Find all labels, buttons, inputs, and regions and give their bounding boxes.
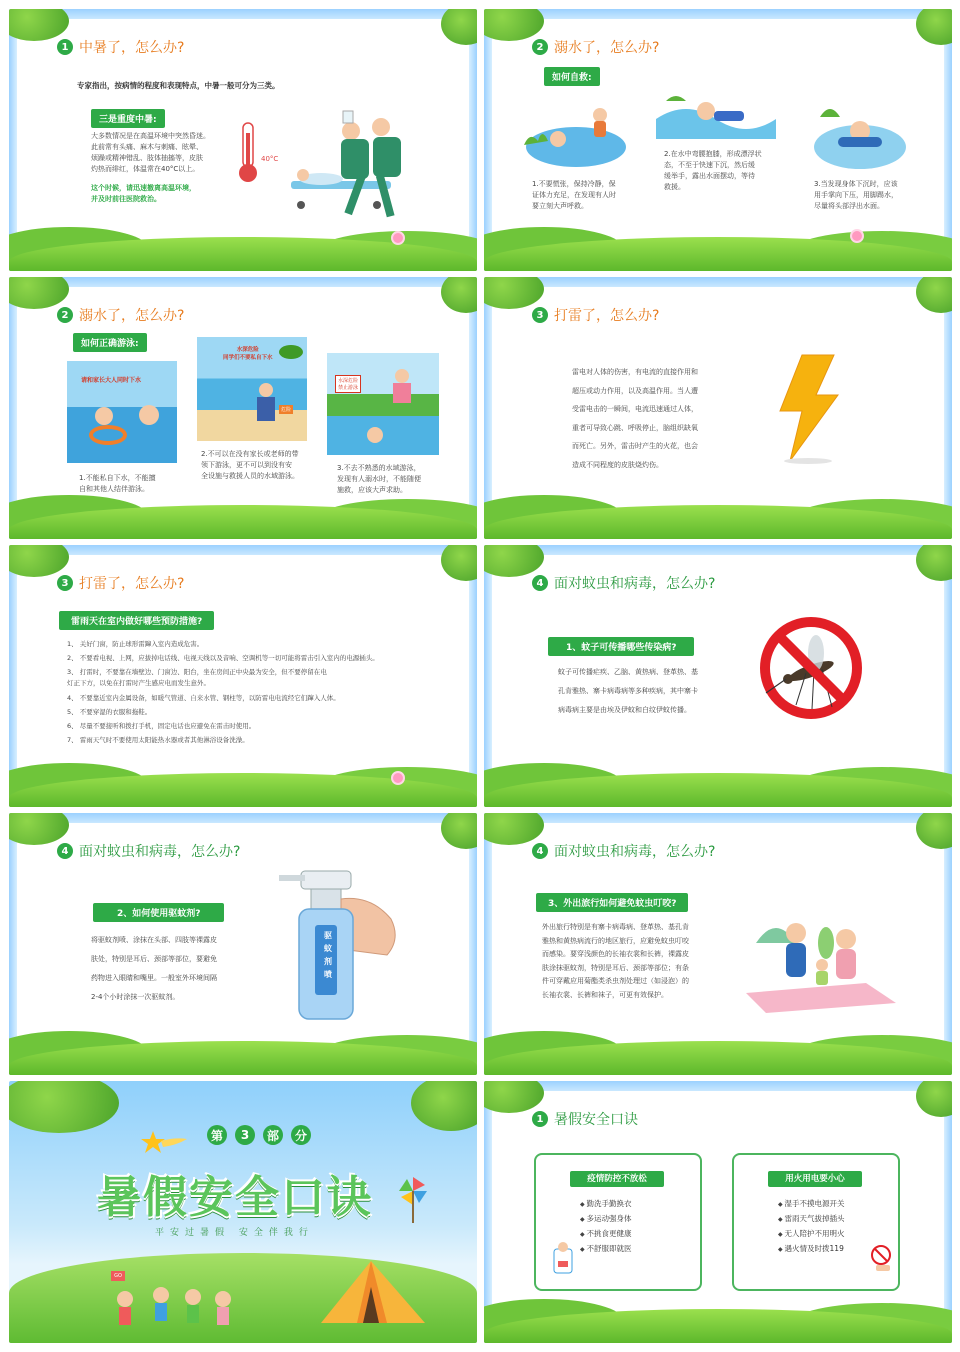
frame-right [469, 813, 477, 1075]
body-line: 受雷电击的一瞬间，电流迅速通过人体， [572, 405, 698, 413]
body-line: 超压或动力作用，以及高温作用。当人遭 [572, 386, 698, 395]
spray-bottle-icon [271, 865, 401, 1025]
child-in-water-illustration [524, 97, 630, 171]
item-text: 5、 不要穿湿的衣服和拖鞋。 [67, 708, 152, 716]
slide-header [57, 841, 240, 861]
desc-line: 大多数情况是在高温环境中突然昏迷。 [91, 132, 210, 140]
tip-line: 2.在水中弯腰抱膝，形成漂浮状 [664, 150, 762, 158]
tip-line: 领下游泳，更不可以到没有安 [201, 461, 292, 469]
tip-line: 1.不要慌张，保持冷静，保 [532, 180, 616, 188]
tip-1 [532, 179, 642, 212]
item-text: 6、 尽量不要接听和拨打手机，固定电话也应避免在雷击时使用。 [67, 722, 256, 730]
sky-frame [484, 1081, 952, 1091]
tip-line: 3.当发现身体下沉时，应该 [814, 180, 898, 188]
slide-header [532, 305, 659, 325]
flower-decoration [391, 771, 405, 785]
item-text: 1、 关好门窗，防止球形雷蹿入室内造成危害。 [67, 640, 204, 648]
part-char: 3 [235, 1125, 255, 1145]
slide-title: 打雷了，怎么办? [554, 308, 660, 324]
child-figure [95, 407, 113, 425]
list-item [67, 733, 447, 747]
child-figure [395, 369, 409, 383]
body-line: 雷电对人体的伤害，有电流的直接作用和 [572, 368, 698, 376]
section-number-badge: 2 [532, 39, 548, 55]
tree-decoration [916, 277, 952, 313]
flag-icon: GO [111, 1271, 125, 1281]
slide-header [57, 37, 184, 57]
section-tag: 如何自救: [544, 67, 600, 86]
cover-subtitle: 平安过暑假 安全伴我行 [155, 1228, 314, 1238]
part-char: 部 [263, 1125, 283, 1145]
section-tag: 雷雨天在室内做好哪些预防措施? [59, 611, 214, 630]
section-tag: 1、蚊子可传播哪些传染病? [548, 637, 694, 656]
tip-line: 态，不至于快速下沉，然后缓 [664, 161, 755, 169]
body-line: 肤处，特别是耳后、颈部等部位，要避免 [91, 955, 217, 963]
no-mosquito-icon [756, 613, 866, 723]
tent-illustration [321, 1257, 431, 1327]
tree-decoration [441, 813, 477, 849]
body-line: 件可穿戴应用菊酯类杀虫剂处理过（如浸泡）的 [542, 977, 689, 985]
advice-line: 并及时前往医院救治。 [91, 195, 161, 203]
slide-title: 面对蚊虫和病毒，怎么办? [554, 844, 716, 860]
sky-frame [9, 813, 477, 823]
handwash-icon [550, 1241, 576, 1275]
tree-decoration [441, 9, 477, 45]
list-item: ◆ 湿手不摸电源开关 [778, 1197, 845, 1212]
sky-frame [9, 277, 477, 287]
body-line: 外出旅行特别是有寨卡病毒病、登革热、基孔肯 [542, 923, 689, 931]
image-caption: 请和家长大人同时下水 [81, 377, 142, 384]
list-item: ◆ 遇火情及时拨119 [778, 1242, 845, 1257]
section-tag: 如何正确游泳: [73, 333, 147, 352]
part-char: 分 [291, 1125, 311, 1145]
item-text: 3、 打雷时，不要靠在墙壁边、门窗边、阳台，坐在房间正中央最为安全，但不要停留在电 [67, 668, 327, 676]
slide-header [57, 573, 184, 593]
slide-mosquito-travel[interactable] [484, 813, 952, 1075]
child-body [393, 383, 411, 403]
tip-line: 用手掌向下压，用脚踢水， [814, 191, 898, 199]
body-line: 肤涂抹驱蚊剂，特别是耳后、颈部等部位；有条 [542, 963, 689, 972]
list-item [67, 637, 447, 651]
slide-drowning-swimming[interactable] [9, 277, 477, 539]
tip-3 [337, 463, 457, 496]
tree-decoration [9, 1081, 119, 1133]
frame-right [944, 277, 952, 539]
cover-title: 暑假安全口诀 [97, 1172, 373, 1223]
swim-with-adults-image [67, 361, 177, 463]
pinwheel-icon [395, 1175, 431, 1225]
list-item: ◆ 不挑食更健康 [580, 1227, 632, 1242]
sky-frame [9, 545, 477, 555]
star-icon [139, 1129, 189, 1155]
section-number-badge: 4 [532, 843, 548, 859]
section-number-badge: 3 [57, 575, 73, 591]
caption-line: 同学们不要私自下水 [223, 355, 273, 361]
advice-text [91, 183, 241, 205]
sky-frame [484, 277, 952, 287]
flower-decoration [391, 231, 405, 245]
sky-frame [484, 9, 952, 19]
section-number-badge: 2 [57, 307, 73, 323]
tip-1 [79, 473, 189, 495]
section-tag: 三是重度中暑: [91, 109, 165, 128]
tip-line: 尽量将头部浮出水面。 [814, 202, 884, 210]
section-tag: 2、如何使用驱蚊剂? [93, 903, 224, 922]
swim-ring [89, 425, 127, 445]
part-label [207, 1125, 311, 1145]
section-number-badge: 4 [532, 575, 548, 591]
epidemic-card [534, 1153, 702, 1291]
slide-title: 面对蚊虫和病毒，怎么办? [79, 844, 241, 860]
list-item [67, 691, 447, 705]
frame-right [944, 545, 952, 807]
danger-sign: 危险 [281, 407, 292, 413]
tip-line: 要立刻大声呼救。 [532, 202, 588, 210]
slide-safety-rhymes[interactable] [484, 1081, 952, 1343]
body-line: 孔肯雅热、寨卡病毒病等多种疾病，其中寨卡 [558, 687, 698, 695]
tip-line: 缓举手，露出水面摆动，等待 [664, 172, 755, 180]
body-text [91, 931, 261, 1007]
desc-line: 烦躁或精神错乱、肢体抽搐等，皮肤 [91, 154, 203, 162]
tip-line: 证体力充足，在发现有人时 [532, 191, 616, 199]
tree-decoration [916, 1081, 952, 1117]
slide-title: 溺水了，怎么办? [79, 308, 185, 324]
tree-decoration [441, 545, 477, 581]
card-title: 用火用电要小心 [768, 1171, 862, 1187]
drowning-child [367, 427, 383, 443]
section-number-badge: 1 [532, 1111, 548, 1127]
body-line: 2-4个小时涂抹一次驱蚊剂。 [91, 993, 180, 1001]
slide-header [532, 841, 715, 861]
tip-line: 救援。 [664, 183, 685, 191]
tip-line: 全设施与救援人员的水域游泳。 [201, 472, 299, 480]
slide-heatstroke[interactable] [9, 9, 477, 271]
list-item: ◆ 雷雨天气拔掉插头 [778, 1212, 845, 1227]
body-line: 长袖衣裳、长裤和袜子，可更有效保护。 [542, 990, 668, 999]
sinking-child-illustration [810, 97, 910, 173]
card-list [580, 1197, 632, 1257]
section-number-badge: 4 [57, 843, 73, 859]
body-line: 病毒病主要是由埃及伊蚊和白纹伊蚊传播。 [558, 706, 691, 714]
card-list [778, 1197, 845, 1257]
body-line: 将驱蚊剂喷、涂抹在头部、四肢等裸露皮 [91, 936, 217, 944]
prevention-list [67, 637, 447, 747]
slide-thunder-indoor[interactable] [9, 545, 477, 807]
advice-line: 这个时候，请迅速撤离高温环境， [91, 184, 196, 192]
body-line: 造成不同程度的皮肤烧灼伤。 [572, 460, 663, 469]
sign-line: 水深危险 [338, 378, 359, 384]
section-number-badge: 3 [532, 307, 548, 323]
sign-line: 禁止游泳 [338, 385, 359, 391]
tip-line: 2.不可以在没有家长或老师的带 [201, 450, 299, 458]
palm-tree [279, 345, 303, 359]
card-title: 疫情防控不放松 [570, 1171, 664, 1187]
sky-frame [9, 9, 477, 19]
tip-2 [664, 149, 784, 193]
body-line: 而死亡。另外，雷击时产生的火花，也会 [572, 442, 698, 450]
list-item [67, 705, 447, 719]
slide-header [532, 37, 659, 57]
tip-2 [201, 449, 321, 482]
body-line: 重者可导致心跳、呼吸停止，脑组织缺氧 [572, 423, 698, 432]
tree-decoration [916, 813, 952, 849]
temperature-label: 40°C [261, 155, 279, 163]
item-text: 2、 不要看电视、上网，应拔掉电话线、电视天线以及音响、空调机等一切可能将雷击引入室内的电源插头。 [67, 654, 379, 662]
teacher-figure [259, 383, 273, 397]
body-line: 雅热和黄热病流行的地区旅行，应避免蚊虫叮咬 [542, 936, 689, 945]
tip-line: 发现有人溺水时，不能随便 [337, 475, 421, 483]
slide-mosquito-diseases[interactable] [484, 545, 952, 807]
body-line: 而感染。要穿浅颜色的长袖衣裳和长裤，裸露皮 [542, 950, 689, 958]
list-item [67, 651, 447, 665]
list-item: ◆ 不舒服即就医 [580, 1242, 632, 1257]
tree-decoration [441, 277, 477, 313]
tip-line: 自和其他人结伴游泳。 [79, 485, 149, 493]
body-line: 蚊子可传播疟疾、乙脑、黄热病、登革热、基 [558, 668, 698, 676]
caption-line: 水深危险 [236, 347, 259, 353]
list-item [67, 667, 447, 689]
frame-right [469, 277, 477, 539]
family-picnic-illustration [746, 903, 896, 1013]
image-caption [223, 345, 273, 361]
child-figure [139, 405, 159, 425]
item-text: 灯正下方，以免在打雷时产生感应电而发生意外。 [67, 679, 210, 687]
desc-text [91, 131, 241, 175]
list-item: ◆ 多运动强身体 [580, 1212, 632, 1227]
floating-child-illustration [656, 89, 776, 149]
slide-drowning-selfrescue[interactable] [484, 9, 952, 271]
sky-frame [484, 813, 952, 823]
slide-mosquito-repellent[interactable] [9, 813, 477, 1075]
slide-title: 中暑了，怎么办? [79, 40, 185, 56]
frame-right [469, 545, 477, 807]
slide-title: 打雷了，怎么办? [79, 576, 185, 592]
slide-title: 暑假安全口诀 [554, 1112, 638, 1128]
unfamiliar-water-image [327, 353, 439, 455]
beach-warning-image [197, 337, 307, 441]
body-text [572, 363, 772, 474]
item-text: 4、 不要靠近室内金属设备，如暖气管道、自来水管、钢柱等，以防雷电电流经它们蹿入人体。 [67, 694, 340, 702]
slide-header [57, 305, 184, 325]
lightning-bolt-icon [772, 353, 842, 465]
section-tag: 3、外出旅行如何避免蚊虫叮咬? [536, 893, 688, 912]
teacher-body [257, 397, 275, 421]
tip-line: 1.不能私自下水，不能擅 [79, 474, 156, 482]
bottle-label: 驱蚊剂喷 [324, 931, 332, 979]
desc-line: 此前常有头痛、麻木与刺痛、眩晕、 [91, 143, 203, 151]
tip-line: 施救，应该大声求助。 [337, 486, 407, 494]
section-number-badge: 1 [57, 39, 73, 55]
frame-right [469, 9, 477, 271]
children-running-illustration [105, 1281, 255, 1341]
part-char: 第 [207, 1125, 227, 1145]
tip-3 [814, 179, 934, 212]
slide-part3-cover[interactable] [9, 1081, 477, 1343]
slide-title: 溺水了，怎么办? [554, 40, 660, 56]
frame-right [944, 9, 952, 271]
flower-decoration [850, 229, 864, 243]
medics-stretcher-illustration [281, 109, 431, 234]
no-swim-sign [335, 375, 361, 393]
slide-thunder-intro[interactable] [484, 277, 952, 539]
no-plug-icon [868, 1243, 894, 1273]
body-text [558, 663, 738, 720]
body-text [542, 921, 722, 1002]
intro-text: 专家指出，按病情的程度和表现特点，中暑一般可分为三类。 [77, 81, 280, 90]
list-item: ◆ 无人陪护不用明火 [778, 1227, 845, 1242]
frame-right [944, 813, 952, 1075]
item-text: 7、 雷雨天气时不要使用太阳能热水器或者其他淋浴设备洗澡。 [67, 736, 249, 744]
slide-title: 面对蚊虫和病毒，怎么办? [554, 576, 716, 592]
frame-right [944, 1081, 952, 1343]
tree-decoration [916, 545, 952, 581]
tree-decoration [916, 9, 952, 45]
body-line: 药物进入眼睛和嘴里。一般室外环境间隔 [91, 974, 217, 982]
desc-line: 灼热而绯红，体温常在40°C以上。 [91, 165, 200, 173]
slide-header [532, 573, 715, 593]
slide-header [532, 1109, 638, 1129]
tree-decoration [411, 1081, 477, 1131]
sky-frame [484, 545, 952, 555]
list-item [67, 719, 447, 733]
tip-line: 3.不去不熟悉的水域游泳， [337, 464, 421, 472]
list-item: ◆ 勤洗手勤换衣 [580, 1197, 632, 1212]
fire-electric-card [732, 1153, 900, 1291]
